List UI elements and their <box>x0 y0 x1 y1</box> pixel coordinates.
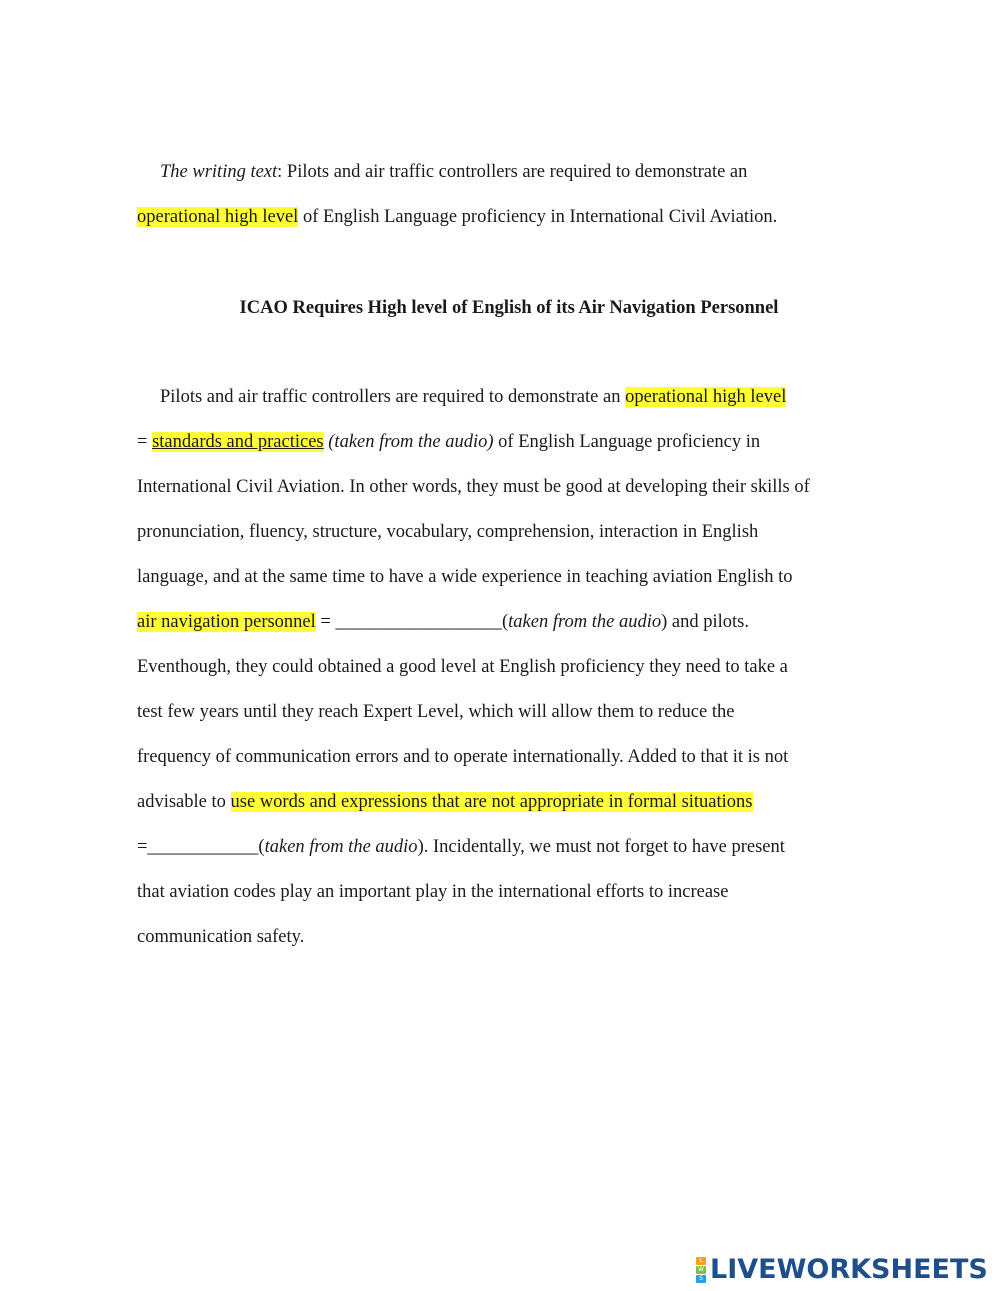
highlight-informal-words: use words and expressions that are not appropriate in formal situations <box>230 792 753 812</box>
highlight-standards: standards and practices <box>152 432 324 452</box>
logo-block: L <box>696 1257 706 1265</box>
body-line-8: test few years until they reach Expert Level, which will allow them to reduce the <box>137 702 735 722</box>
body-text: ). Incidentally, we must not forget to have present <box>417 837 785 857</box>
body-text: of English Language proficiency in <box>493 432 761 452</box>
body-line-12: that aviation codes play an important play in the international efforts to increase <box>137 882 729 902</box>
body-text: Pilots and air traffic controllers are required to demonstrate an <box>160 387 626 407</box>
body-line-5: language, and at the same time to have a wide experience in teaching aviation English to <box>137 567 793 587</box>
logo-block: W <box>696 1266 706 1274</box>
liveworksheets-logo <box>696 1255 988 1285</box>
brand-name: LIVEWORKSHEETS <box>710 1254 988 1285</box>
body-line-9: frequency of communication errors and to operate internationally. Added to that it is not <box>137 747 789 767</box>
intro-highlight: operational high level <box>137 207 299 227</box>
answer-blank-2[interactable]: =____________( <box>137 837 265 857</box>
audio-note: taken from the audio <box>264 837 418 857</box>
body-line-1 <box>160 385 786 409</box>
logo-block: S <box>696 1275 706 1283</box>
intro-label: The writing text <box>160 162 278 182</box>
answer-blank-1[interactable]: = __________________( <box>315 612 509 632</box>
highlight-operational: operational high level <box>625 387 787 407</box>
intro-line-2 <box>137 205 777 229</box>
audio-note: taken from the audio <box>508 612 662 632</box>
body-line-4: pronunciation, fluency, structure, vocabulary, comprehension, interaction in English <box>137 522 759 542</box>
intro-text-2: of English Language proficiency in International Civil Aviation. <box>298 207 778 227</box>
body-line-3: International Civil Aviation. In other words, they must be good at developing their skills of <box>137 477 810 497</box>
body-line-10 <box>137 790 753 814</box>
body-line-6 <box>137 610 749 634</box>
body-line-11 <box>137 835 785 859</box>
body-line-13: communication safety. <box>137 927 305 947</box>
body-line-2 <box>137 430 760 454</box>
logo-blocks-icon <box>696 1257 706 1283</box>
page-title: ICAO Requires High level of English of its Air Navigation Personnel <box>239 298 779 318</box>
body-text: ) and pilots. <box>661 612 749 632</box>
equals-sign: = <box>137 432 153 452</box>
highlight-air-navigation: air navigation personnel <box>137 612 316 632</box>
audio-note: (taken from the audio) <box>323 432 494 452</box>
intro-line-1 <box>160 160 747 184</box>
body-text: advisable to <box>137 792 231 812</box>
body-line-7: Eventhough, they could obtained a good level at English proficiency they need to take a <box>137 657 788 677</box>
intro-text: : Pilots and air traffic controllers are required to demonstrate an <box>277 162 748 182</box>
